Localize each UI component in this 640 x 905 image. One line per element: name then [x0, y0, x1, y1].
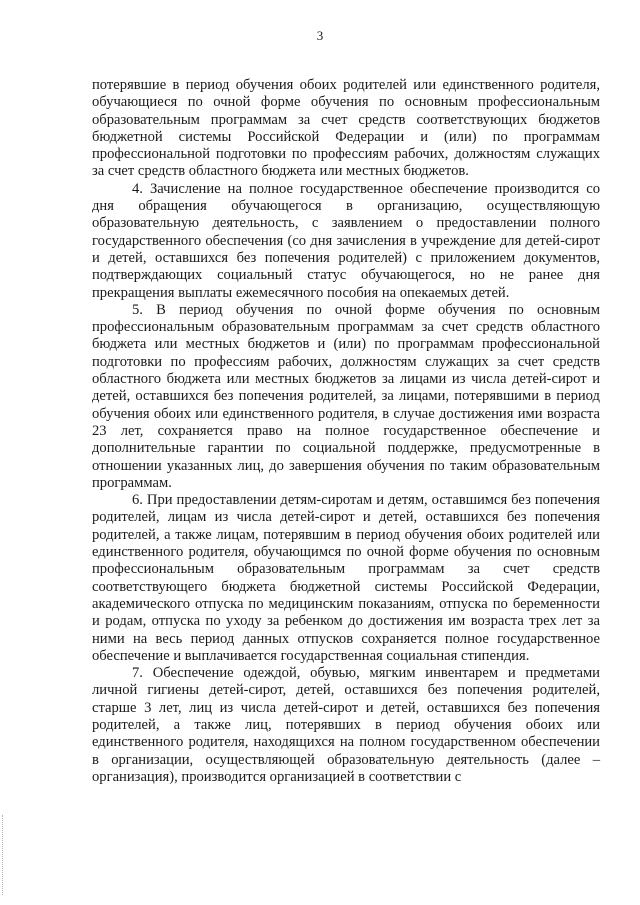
paragraph-item-4: 4. Зачисление на полное государственное обеспечение производится со дня обращения обучающегося в организацию, осуществляющую образовательную деятельность, с заявлением о предоставлении полного государственного обеспечения (со дня зачисления в учреждение для детей-сирот и детей, оставшихся без попечения родителей) с приложением документов, подтверждающих социальный статус обучающегося, но не ранее дня прекращения выплаты ежемесячного пособия на опекаемых детей.: [92, 180, 600, 301]
paragraph-item-7: 7. Обеспечение одеждой, обувью, мягким инвентарем и предметами личной гигиены детей-сирот, детей, оставшихся без попечения родителей, старше 3 лет, лиц из числа детей-сирот и детей, оставшихся без попечения родителей, а также лиц, потерявших в период обучения обоих или единственного родителя, находящихся на полном государственном обеспечении в организации, осуществляющей образовательную деятельность (далее – организация), производится организацией в соответствии с: [92, 665, 600, 785]
paragraph-continuation: потерявшие в период обучения обоих родителей или единственного родителя, обучающиеся по очной форме обучения по основным профессиональным образовательным программам за счет средств соответствующих бюджетов бюджетной системы Российской Федерации и (или) по программам профессиональной подготовки по профессиям рабочих, должностям служащих за счет средств областного бюджета или местных бюджетов.: [92, 77, 600, 180]
paragraph-item-6: 6. При предоставлении детям-сиротам и детям, оставшимся без попечения родителей, лицам из числа детей-сирот и детей, оставшихся без попечения родителей, а также лицам, потерявшим в период обучения обоих родителей или единственного родителя, обучающимся по очной форме обучения по основным профессиональным образовательным программам за счет средств соответствующего бюджета бюджетной системы Российской Федерации, академического отпуска по медицинским показаниям, отпуска по беременности и родам, отпуска по уходу за ребенком до достижения им возраста трех лет за ними на весь период данных отпусков сохраняется полное государственное обеспечение и выплачивается государственная социальная стипендия.: [92, 492, 600, 664]
document-body: [92, 77, 600, 786]
scan-edge-mark: [2, 815, 4, 895]
page-number: 3: [316, 28, 324, 43]
paragraph-item-5: 5. В период обучения по очной форме обучения по основным профессиональным образовательным программам за счет средств областного бюджета или местных бюджетов и (или) по программам профессиональной подготовки по профессиям рабочих, должностям служащих за счет средств областного бюджета или местных бюджетов за лицами из числа детей-сирот и детей, оставшихся без попечения родителей, за лицами, потерявшими в период обучения обоих или единственного родителя, в случае достижения ими возраста 23 лет, сохраняется право на полное государственное обеспечение и дополнительные гарантии по социальной поддержке, предусмотренные в отношении указанных лиц, до завершения обучения по таким образовательным программам.: [92, 301, 600, 491]
